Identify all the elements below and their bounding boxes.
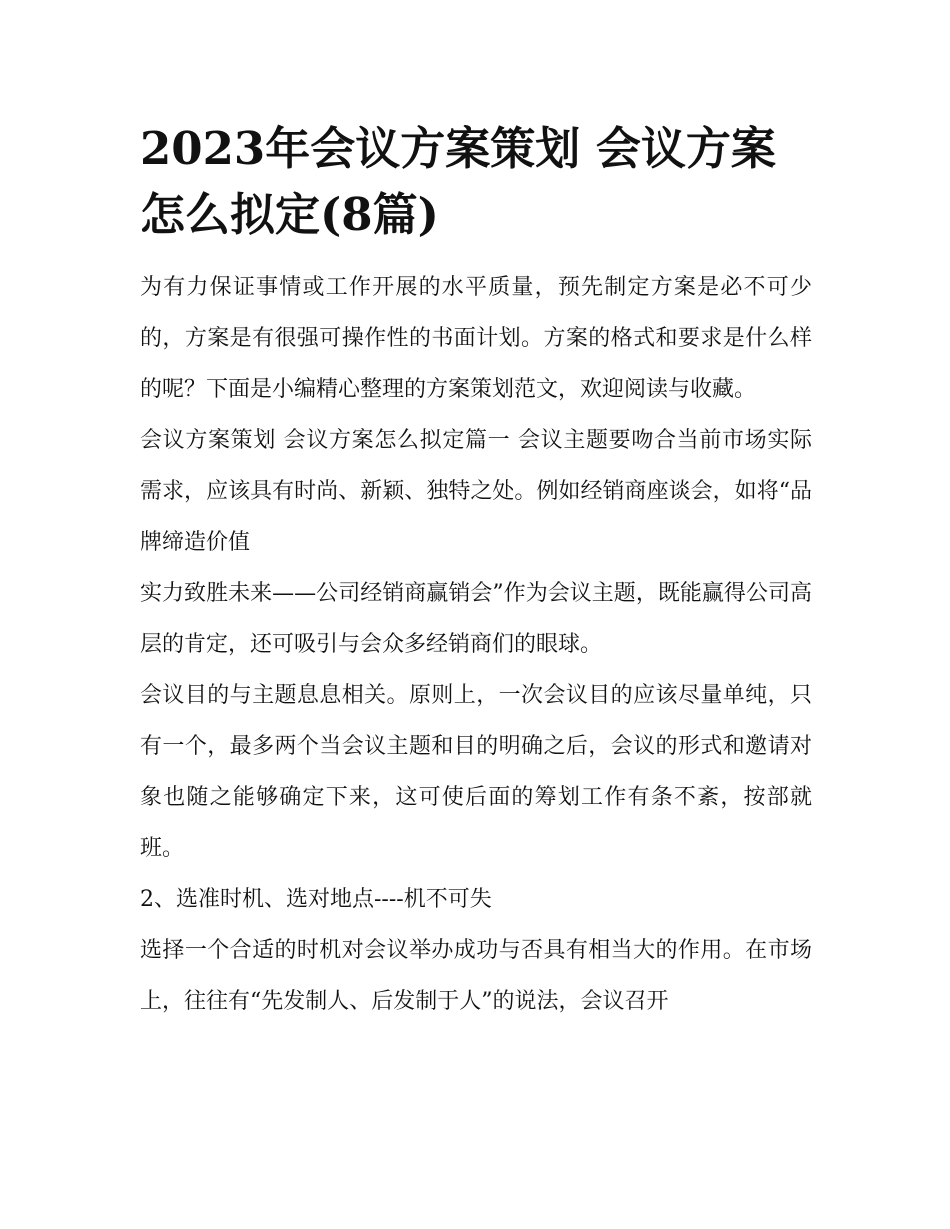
document-title: 2023年会议方案策划 会议方案怎么拟定(8篇) <box>140 122 776 241</box>
paragraph-intro: 为有力保证事情或工作开展的水平质量，预先制定方案是必不可少的，方案是有很强可操作性的书面计划。方案的格式和要求是什么样的呢？下面是小编精心整理的方案策划范文，欢迎阅读与收藏。 <box>140 275 812 402</box>
paragraph-timing: 选择一个合适的时机对会议举办成功与否具有相当大的作用。在市场上，往往有“先发制人、后发制于人”的说法，会议召开 <box>140 938 812 1014</box>
paragraph-topic: 会议方案策划 会议方案怎么拟定篇一 会议主题要吻合当前市场实际需求，应该具有时尚、新颖、独特之处。例如经销商座谈会，如将“品牌缔造价值 <box>140 428 812 555</box>
document-page <box>140 0 812 1027</box>
section-heading-timing: 2、选准时机、选对地点----机不可失 <box>140 887 492 912</box>
paragraph-purpose: 会议目的与主题息息相关。原则上，一次会议目的应该尽量单纯，只有一个，最多两个当会议主题和目的明确之后，会议的形式和邀请对象也随之能够确定下来，这可使后面的筹划工作有条不紊，按部就班。 <box>140 683 812 861</box>
document-body <box>140 262 812 1027</box>
paragraph-topic-example: 实力致胜未来——公司经销商赢销会”作为会议主题，既能赢得公司高层的肯定，还可吸引与会众多经销商们的眼球。 <box>140 581 812 657</box>
